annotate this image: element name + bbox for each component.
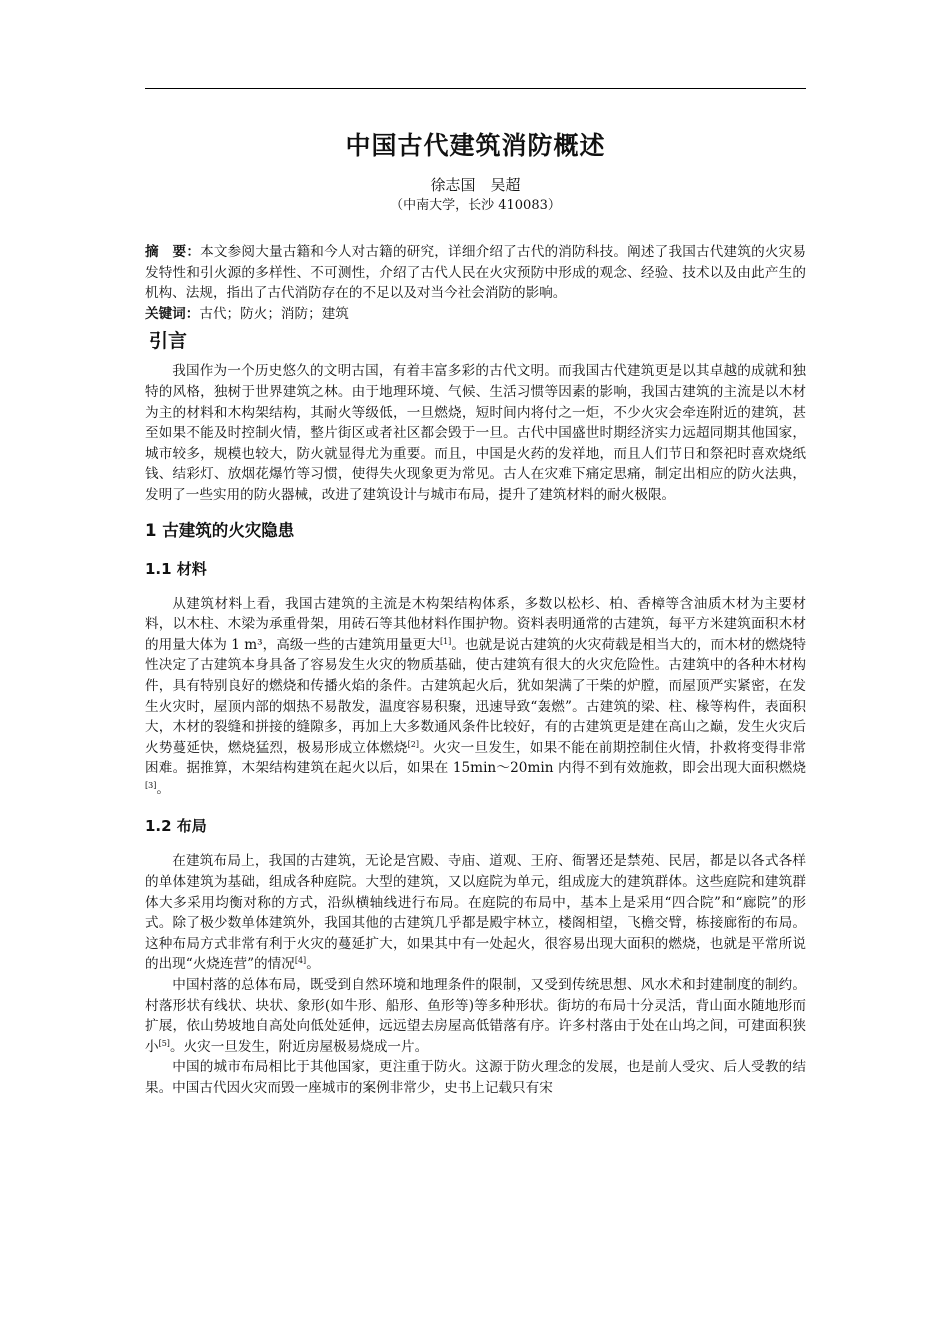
- citation-3: [3]: [145, 780, 157, 790]
- s11-text-c: 。火灾一旦发生，如果不能在前期控制住火情，扑救将变得非常困难。据推算，木架结构建筑在起火以后，如果在 15min～20min 内得不到有效施救，即会出现大面积燃烧: [145, 739, 807, 777]
- citation-4: [4]: [294, 956, 307, 966]
- citation-2: [2]: [407, 739, 419, 749]
- s12-p2-text-b: 。火灾一旦发生，附近房屋极易烧成一片。: [169, 1038, 429, 1055]
- citation-1: [1]: [439, 636, 452, 646]
- section-1-2-paragraph-1: [145, 851, 806, 975]
- s11-text-d: 。: [156, 780, 170, 797]
- keywords: [145, 304, 806, 325]
- authors: 徐志国 吴超: [430, 176, 521, 194]
- abstract: [145, 242, 806, 304]
- section-1-1-paragraph: [145, 594, 806, 800]
- abstract-label: 摘 要：: [145, 244, 201, 260]
- s12-p2-text-a: 中国村落的总体布局，既受到自然环境和地理条件的限制，又受到传统思想、风水术和封建制度的制约。村落形状有线状、块状、象形(如牛形、船形、鱼形等)等多种形状。街坊的布局十分灵活，背山面水随地形而扩展，依山势坡地自高处向低处延伸，远远望去房屋高低错落有序。许多村落由于处在山坞之间，可建面积狭小: [145, 977, 806, 1055]
- s11-text-a: 从建筑材料上看，我国古建筑的主流是木构架结构体系，多数以松杉、柏、香樟等含油质木材为主要材料，以木柱、木梁为承重骨架，用砖石等其他材料作围护物。资料表明通常的古建筑，每平方米建筑面积木材的用量大体为 1 m³，高级一些的古建筑用量更大: [145, 595, 806, 653]
- section-1-2-paragraph-3: 中国的城市布局相比于其他国家，更注重于防火。这源于防火理念的发展，也是前人受灾、后人受教的结果。中国古代因火灾而毁一座城市的案例非常少，史书上记载只有宋: [145, 1059, 806, 1096]
- abstract-text: 本文参阅大量古籍和今人对古籍的研究，详细介绍了古代的消防科技。阐述了我国古代建筑的火灾易发特性和引火源的多样性、不可测性，介绍了古代人民在火灾预防中形成的观念、经验、技术以及由此产生的机构、法规，指出了古代消防存在的不足以及对当今社会消防的影响。: [145, 244, 807, 302]
- s12-p1-text-b: 。: [306, 956, 320, 973]
- paper-body: [145, 126, 806, 1099]
- intro-paragraph: 我国作为一个历史悠久的文明古国，有着丰富多彩的古代文明。而我国古代建筑更是以其卓越的成就和独特的风格，独树于世界建筑之林。由于地理环境、气候、生活习惯等因素的影响，我国古建筑的主流是以木材为主的材料和木构架结构，其耐火等级低，一旦燃烧，短时间内将付之一炬，不少火灾会牵连附近的建筑，甚至如果不能及时控制火情，整片街区或者社区都会毁于一旦。古代中国盛世时期经济实力远超同期其他国家，城市较多，规模也较大，防火就显得尤为重要。而且，中国是火药的发祥地，而且人们节日和祭祀时喜欢烧纸钱、结彩灯、放烟花爆竹等习惯，使得失火现象更为常见。古人在灾难下痛定思痛，制定出相应的防火法典，发明了一些实用的防火器械，改进了建筑设计与城市布局，提升了建筑材料的耐火极限。: [145, 363, 806, 503]
- section-1-heading: 1 古建筑的火灾隐患: [145, 520, 295, 540]
- section-1-1-heading: 1.1 材料: [145, 559, 207, 578]
- paper-title: 中国古代建筑消防概述: [345, 131, 606, 160]
- s11-text-b: 。也就是说古建筑的火灾荷载是相当大的，而木材的燃烧特性决定了古建筑本身具备了容易发生火灾的物质基础，使古建筑有很大的火灾危险性。古建筑中的各种木材构件，具有特别良好的燃烧和传播火焰的条件。古建筑起火后，犹如架满了干柴的炉膛，而屋顶严实紧密，在发生火灾时，屋顶内部的烟热不易散发，温度容易积聚，迅速导致“轰燃”。古建筑的梁、柱、椽等构件，表面积大，木材的裂缝和拼接的缝隙多，再加上大多数通风条件比较好，有的古建筑更是建在高山之巅，发生火灾后火势蔓延快，燃烧猛烈，极易形成立体燃烧: [145, 636, 806, 756]
- affiliation: （中南大学，长沙 410083）: [390, 198, 561, 213]
- section-1-2-heading: 1.2 布局: [145, 817, 207, 836]
- s12-p1-text-a: 在建筑布局上，我国的古建筑，无论是宫殿、寺庙、道观、王府、衙署还是禁苑、民居，都是以各式各样的单体建筑为基础，组成各种庭院。大型的建筑，又以庭院为单元，组成庞大的建筑群体。这些庭院和建筑群体大多采用均衡对称的方式，沿纵横轴线进行布局。在庭院的布局中，基本上是采用“四合院”和“廊院”的形式。除了极少数单体建筑外，我国其他的古建筑几乎都是殿宇林立，楼阁相望，飞檐交臂，栋接廊衔的布局。这种布局方式非常有利于火灾的蔓延扩大，如果其中有一处起火，很容易出现大面积的燃烧，也就是平常所说的出现“火烧连营”的情况: [145, 853, 806, 973]
- citation-5: [5]: [158, 1038, 170, 1048]
- keywords-label: 关键词：: [145, 305, 200, 322]
- keywords-text: 古代；防火；消防；建筑: [199, 305, 349, 322]
- section-1-2-paragraph-2: [145, 975, 806, 1057]
- intro-heading: 引言: [149, 330, 188, 353]
- header-rule: [145, 88, 806, 89]
